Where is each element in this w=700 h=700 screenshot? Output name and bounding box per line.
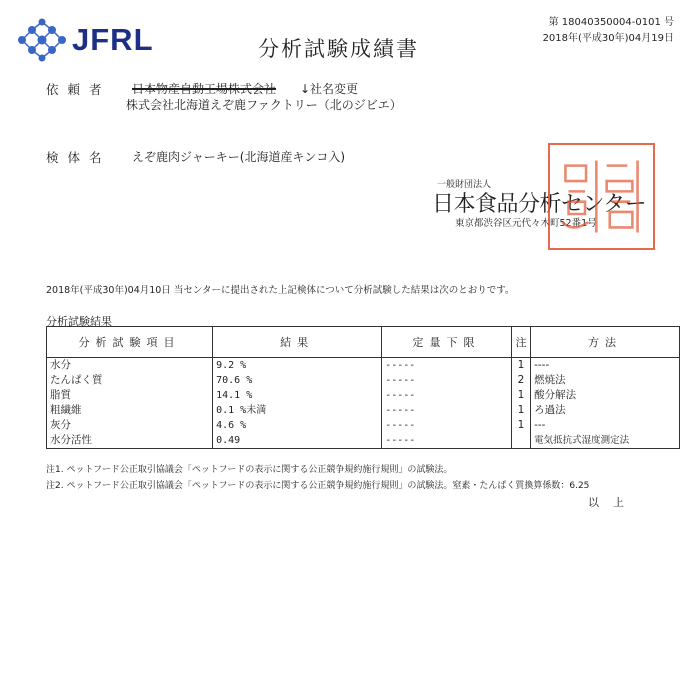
header-limit: 定量下限 [382,327,512,358]
header-result: 結果 [213,327,382,358]
results-header-row [47,327,680,358]
results-section-title: 分析試験結果 [46,315,112,328]
sample-name: えぞ鹿肉ジャーキー(北海道産キンコ入) [132,150,346,164]
header-method: 方法 [531,327,680,358]
row-method: 電気抵抗式湿度測定法 [531,433,680,449]
logo-text: JFRL [72,22,154,57]
report-date: 2018年(平成30年)04月19日 [542,33,674,44]
header-note: 注 [511,327,530,358]
row-limit: ----- [382,373,512,388]
requester-new-name: 株式会社北海道えぞ鹿ファクトリー（北のジビエ） [126,98,402,112]
table-row [47,403,680,418]
row-method: 酸分解法 [531,388,680,403]
row-method: ろ過法 [531,403,680,418]
row-item: 脂質 [47,388,213,403]
row-note: 1 [511,403,530,418]
row-note: 1 [511,418,530,433]
results-table [46,326,680,449]
row-limit: ----- [382,388,512,403]
sample-label: 検体名 [46,150,111,165]
row-result: 70.6 % [213,373,382,388]
report-number: 第 18040350004-0101 号 [548,17,674,28]
organization-prefix: 一般財団法人 [437,180,492,190]
intro-text: 2018年(平成30年)04月10日 当センターに提出された上記検体について分析試験した結果は次のとおりです。 [46,285,515,296]
row-method: --- [531,418,680,433]
table-row [47,358,680,374]
row-item: たんぱく質 [47,373,213,388]
row-limit: ----- [382,403,512,418]
row-result: 4.6 % [213,418,382,433]
document-title: 分析試験成績書 [258,37,419,61]
row-item: 水分活性 [47,433,213,449]
requester-label: 依頼者 [46,82,111,97]
row-item: 粗繊維 [47,403,213,418]
row-note: 1 [511,388,530,403]
row-note: 1 [511,358,530,374]
report-info [543,15,674,47]
table-row [47,433,680,449]
row-result: 14.1 % [213,388,382,403]
official-seal-icon [548,143,655,250]
row-item: 水分 [47,358,213,374]
row-result: 0.1 %未満 [213,403,382,418]
requester-old-name: 日本物産自動工場株式会社 [132,82,277,96]
row-note [511,433,530,449]
row-result: 0.49 [213,433,382,449]
note-1: 注1. ペットフード公正取引協議会「ペットフードの表示に関する公正競争規約施行規則」の試験法。 [46,465,453,475]
table-row [47,373,680,388]
closing-mark: 以上 [588,496,638,509]
requester-change-note: ↓社名変更 [300,82,359,96]
row-result: 9.2 % [213,358,382,374]
note-2: 注2. ペットフード公正取引協議会「ペットフードの表示に関する公正競争規約施行規則」の試験法。窒素・たんぱく質換算係数：6.25 [46,481,590,491]
row-method: ---- [531,358,680,374]
jfrl-logo-icon [14,18,72,62]
row-limit: ----- [382,358,512,374]
table-row [47,388,680,403]
row-method: 燃焼法 [531,373,680,388]
organization-address: 東京都渋谷区元代々木町52番1号 [455,218,597,229]
row-item: 灰分 [47,418,213,433]
row-limit: ----- [382,433,512,449]
organization-name: 日本食品分析センター [432,192,647,217]
row-limit: ----- [382,418,512,433]
row-note: 2 [511,373,530,388]
table-row [47,418,680,433]
header-item: 分析試験項目 [47,327,213,358]
